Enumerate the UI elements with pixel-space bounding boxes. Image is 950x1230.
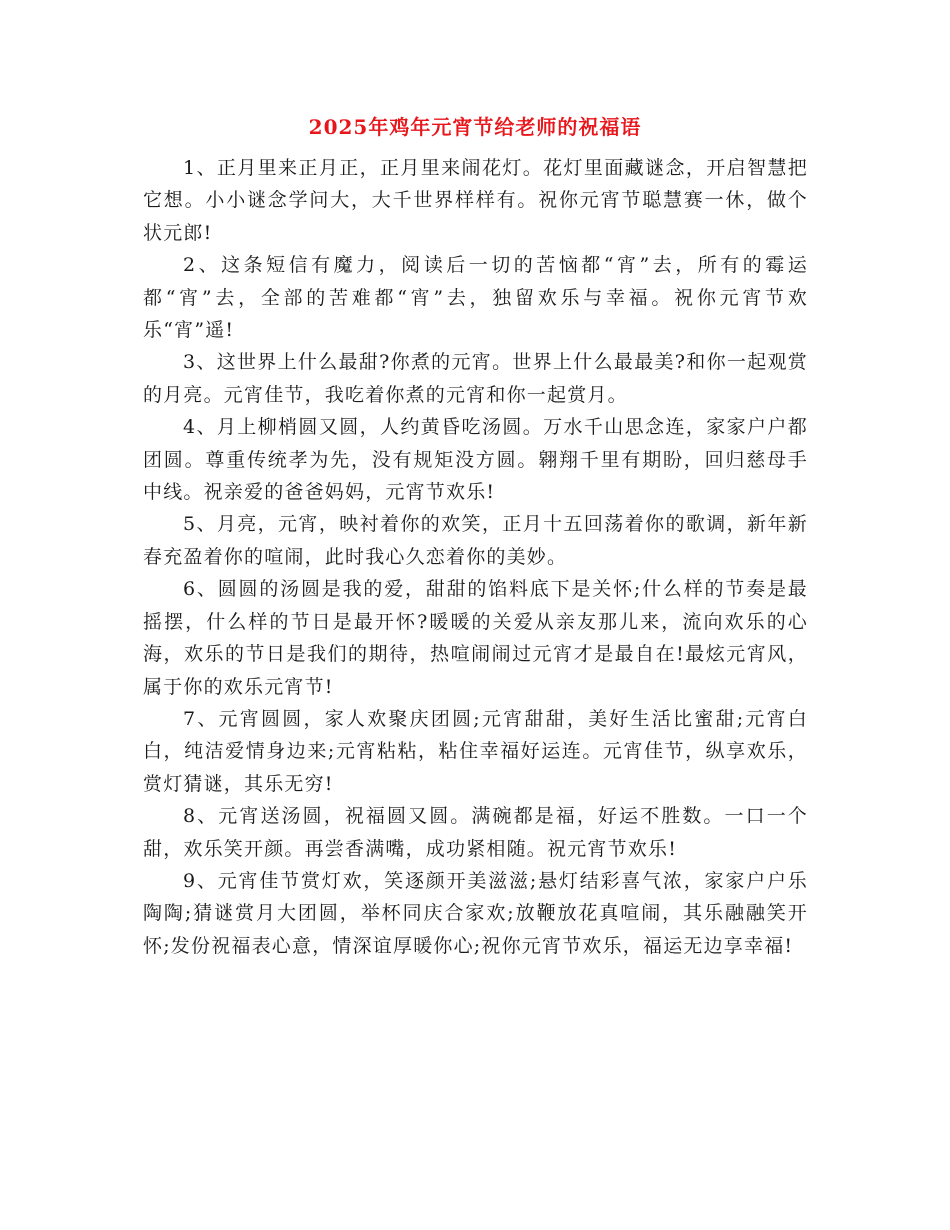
paragraph-4: 4、月上柳梢圆又圆，人约黄昏吃汤圆。万水千山思念连，家家户户都团圆。尊重传统孝为先，没有规矩没方圆。翱翔千里有期盼，回归慈母手中线。祝亲爱的爸爸妈妈，元宵节欢乐!: [143, 416, 808, 504]
paragraph-5: 5、月亮，元宵，映衬着你的欢笑，正月十五回荡着你的歌调，新年新春充盈着你的喧闹，此时我心久恋着你的美妙。: [143, 513, 808, 568]
paragraph-1: 1、正月里来正月正，正月里来闹花灯。花灯里面藏谜念，开启智慧把它想。小小谜念学问大，大千世界样样有。祝你元宵节聪慧赛一休，做个状元郎!: [143, 157, 808, 244]
paragraph-3: 3、这世界上什么最甜?你煮的元宵。世界上什么最最美?和你一起观赏的月亮。元宵佳节，我吃着你煮的元宵和你一起赏月。: [143, 351, 808, 406]
paragraph-2: 2、这条短信有魔力，阅读后一切的苦恼都“宵”去，所有的霉运都“宵”去，全部的苦难都“宵”去，独留欢乐与幸福。祝你元宵节欢乐“宵”遥!: [143, 254, 808, 342]
paragraph-8: 8、元宵送汤圆，祝福圆又圆。满碗都是福，好运不胜数。一口一个甜，欢乐笑开颜。再尝香满嘴，成功紧相随。祝元宵节欢乐!: [143, 805, 808, 860]
document-body: [143, 152, 808, 962]
paragraph-9: 9、元宵佳节赏灯欢，笑逐颜开美滋滋;悬灯结彩喜气浓，家家户户乐陶陶;猜谜赏月大团圆，举杯同庆合家欢;放鞭放花真喧闹，其乐融融笑开怀;发份祝福表心意，情深谊厚暖你心;祝你元宵节欢乐，福运无边享幸福!: [143, 869, 808, 957]
paragraph-7: 7、元宵圆圆，家人欢聚庆团圆;元宵甜甜，美好生活比蜜甜;元宵白白，纯洁爱情身边来;元宵粘粘，粘住幸福好运连。元宵佳节，纵享欢乐，赏灯猜谜，其乐无穷!: [143, 707, 808, 795]
paragraph-6: 6、圆圆的汤圆是我的爱，甜甜的馅料底下是关怀;什么样的节奏是最摇摆，什么样的节日是最开怀?暖暖的关爱从亲友那儿来，流向欢乐的心海，欢乐的节日是我们的期待，热喧闹闹过元宵才是最自在!最炫元宵风，属于你的欢乐元宵节!: [143, 578, 808, 698]
document-title: 2025年鸡年元宵节给老师的祝福语: [308, 115, 642, 139]
